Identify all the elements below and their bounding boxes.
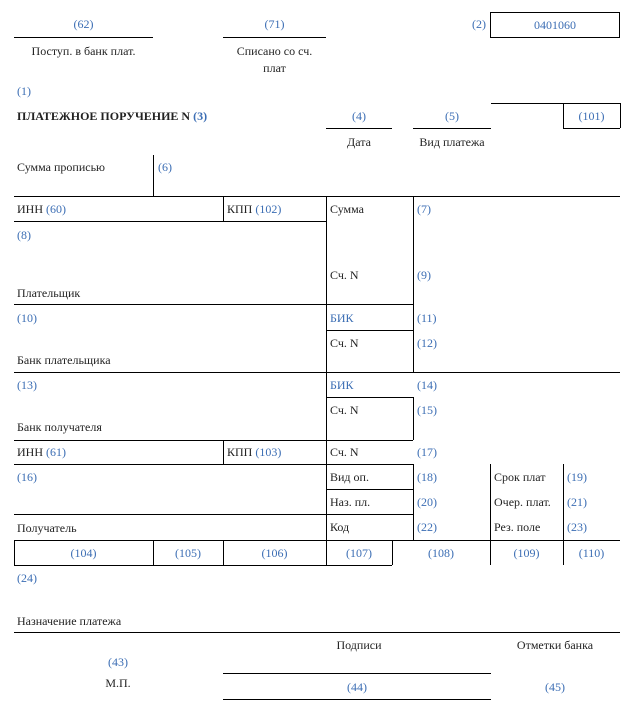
field-44: (44) <box>347 680 367 694</box>
field-105: (105) <box>175 546 201 560</box>
payer-bank-label: Банк плательщика <box>17 353 111 367</box>
divider <box>14 221 326 222</box>
field-18: (18) <box>417 470 437 484</box>
reserve-label: Рез. поле <box>494 520 541 534</box>
divider <box>223 37 326 38</box>
field-13: (13) <box>17 378 37 392</box>
divider <box>14 540 620 541</box>
divider <box>326 128 392 129</box>
divider <box>14 632 620 633</box>
divider <box>153 155 154 196</box>
field-9: (9) <box>417 268 431 282</box>
field-17: (17) <box>417 445 437 459</box>
date-label: Дата <box>347 135 371 149</box>
field-16: (16) <box>17 470 37 484</box>
signature-line <box>223 673 491 674</box>
payer-label: Плательщик <box>17 286 81 300</box>
field-71: (71) <box>264 17 285 31</box>
field-109: (109) <box>513 546 540 560</box>
payee-bank-label: Банк получателя <box>17 420 102 434</box>
field-1: (1) <box>17 84 31 98</box>
debited-label-1: Списано со сч. <box>236 44 313 58</box>
payer-inn: ИНН (60) <box>17 202 66 216</box>
payer-bank-account-label: Сч. N <box>330 336 359 350</box>
field-21: (21) <box>567 495 587 509</box>
field-2: (2) <box>472 17 486 31</box>
field-15: (15) <box>417 403 437 417</box>
field-107: (107) <box>346 546 372 560</box>
field-5: (5) <box>445 109 459 123</box>
divider <box>326 514 413 515</box>
amount-words-label: Сумма прописью <box>17 160 106 174</box>
signatures-label: Подписи <box>336 638 382 652</box>
field-45: (45) <box>545 680 565 694</box>
field-4: (4) <box>352 109 366 123</box>
field-8: (8) <box>17 228 31 242</box>
payee-bik-label: БИК <box>330 378 354 392</box>
order-label: Очер. плат. <box>494 495 551 509</box>
bank-marks-label: Отметки банка <box>516 638 594 652</box>
field-19: (19) <box>567 470 587 484</box>
payee-kpp: КПП (103) <box>227 445 282 459</box>
payer-account-label: Сч. N <box>330 268 359 282</box>
debited-label-2: плат <box>263 61 286 75</box>
divider <box>14 440 413 441</box>
field-106: (106) <box>261 546 288 560</box>
payee-bank-account-label: Сч. N <box>330 403 359 417</box>
divider <box>14 372 620 373</box>
divider <box>413 128 491 129</box>
form-code: 0401060 <box>534 18 576 32</box>
field-24: (24) <box>17 571 37 585</box>
divider <box>413 397 414 440</box>
field-11: (11) <box>417 311 437 325</box>
divider <box>326 397 413 398</box>
field-110: (110) <box>578 546 605 560</box>
divider <box>14 196 620 197</box>
payment-type-label: Вид платежа <box>419 135 485 149</box>
term-label: Срок плат <box>494 470 546 484</box>
divider <box>326 489 413 490</box>
purpose-label: Назначение платежа <box>17 614 122 628</box>
field-12: (12) <box>417 336 437 350</box>
field-43: (43) <box>108 655 128 669</box>
divider <box>620 103 621 128</box>
divider <box>326 196 327 565</box>
divider <box>223 196 224 221</box>
document-number: (3) <box>193 109 208 123</box>
field-62: (62) <box>73 17 94 31</box>
field-22: (22) <box>417 520 437 534</box>
divider <box>14 464 413 465</box>
field-104: (104) <box>70 546 97 560</box>
code-label: Код <box>330 520 350 534</box>
field-108: (108) <box>428 546 454 560</box>
payee-account-label: Сч. N <box>330 445 359 459</box>
received-label: Поступ. в банк плат. <box>31 44 136 58</box>
payer-bik-label: БИК <box>330 311 354 325</box>
divider <box>326 330 413 331</box>
divider <box>14 37 153 38</box>
field-10: (10) <box>17 311 37 325</box>
divider <box>413 196 414 372</box>
field-20: (20) <box>417 495 437 509</box>
payee-label: Получатель <box>17 521 77 535</box>
field-14: (14) <box>417 378 437 392</box>
field-23: (23) <box>567 520 587 534</box>
document-title: ПЛАТЕЖНОЕ ПОРУЧЕНИЕ N (3) <box>17 109 208 123</box>
divider <box>14 565 392 566</box>
divider <box>563 128 620 129</box>
stamp-label: М.П. <box>105 676 131 690</box>
signature-line <box>223 699 491 700</box>
divider <box>491 103 620 104</box>
divider <box>14 304 413 305</box>
divider <box>14 514 326 515</box>
field-101: (101) <box>578 109 605 123</box>
payee-inn: ИНН (61) <box>17 445 66 459</box>
divider <box>413 464 414 540</box>
field-6: (6) <box>158 160 172 174</box>
payer-kpp: КПП (102) <box>227 202 282 216</box>
divider <box>223 440 224 464</box>
field-7: (7) <box>417 202 431 216</box>
purpose-code-label: Наз. пл. <box>330 495 371 509</box>
sum-label: Сумма <box>330 202 364 216</box>
op-type-label: Вид оп. <box>330 470 369 484</box>
